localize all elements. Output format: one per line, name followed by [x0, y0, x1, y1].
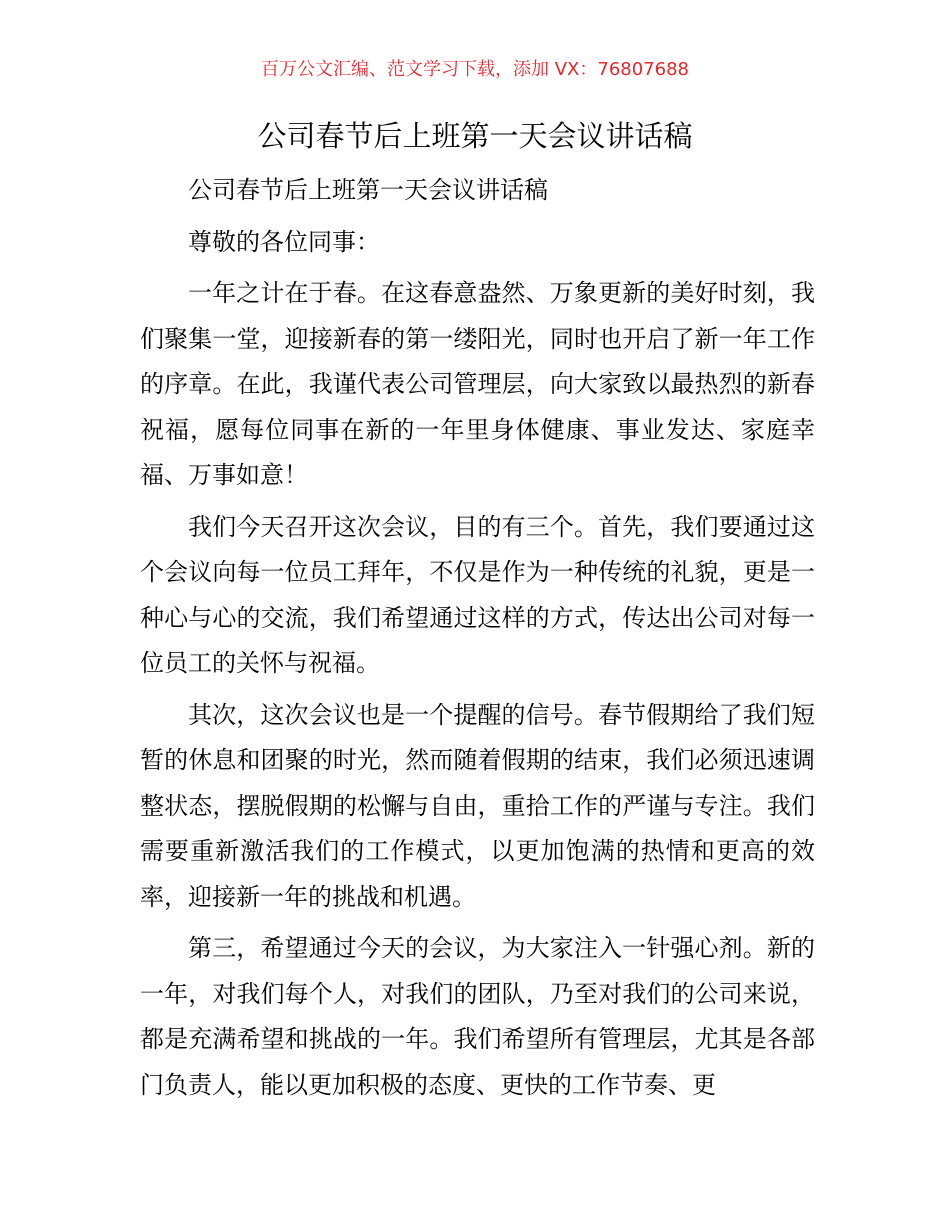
document-body: [140, 168, 815, 1114]
paragraph-subtitle: 公司春节后上班第一天会议讲话稿: [188, 176, 548, 204]
document-title: 公司春节后上班第一天会议讲话稿: [257, 119, 693, 153]
paragraph-purpose-first: 我们今天召开这次会议，目的有三个。首先，我们要通过这个会议向每一位员工拜年，不仅是作为一种传统的礼貌，更是一种心与心的交流，我们希望通过这样的方式，传达出公司对每一位员工的关怀与祝福。: [140, 512, 815, 677]
paragraph-purpose-third: 第三，希望通过今天的会议，为大家注入一针强心剂。新的一年，对我们每个人，对我们的团队，乃至对我们的公司来说，都是充满希望和挑战的一年。我们希望所有管理层，尤其是各部门负责人，能以更加积极的态度、更快的工作节奏、更: [140, 934, 815, 1099]
watermark-header: 百万公文汇编、范文学习下载，添加 VX：76807688: [261, 59, 689, 80]
paragraph-purpose-second: 其次，这次会议也是一个提醒的信号。春节假期给了我们短暂的休息和团聚的时光，然而随着假期的结束，我们必须迅速调整状态，摆脱假期的松懈与自由，重拾工作的严谨与专注。我们需要重新激活我们的工作模式，以更加饱满的热情和更高的效率，迎接新一年的挑战和机遇。: [140, 700, 815, 911]
paragraph-salutation: 尊敬的各位同事：: [188, 227, 380, 256]
paragraph-opening: 一年之计在于春。在这春意盎然、万象更新的美好时刻，我们聚集一堂，迎接新春的第一缕阳光，同时也开启了新一年工作的序章。在此，我谨代表公司管理层，向大家致以最热烈的新春祝福，愿每位同事在新的一年里身体健康、事业发达、家庭幸福、万事如意！: [140, 279, 815, 489]
